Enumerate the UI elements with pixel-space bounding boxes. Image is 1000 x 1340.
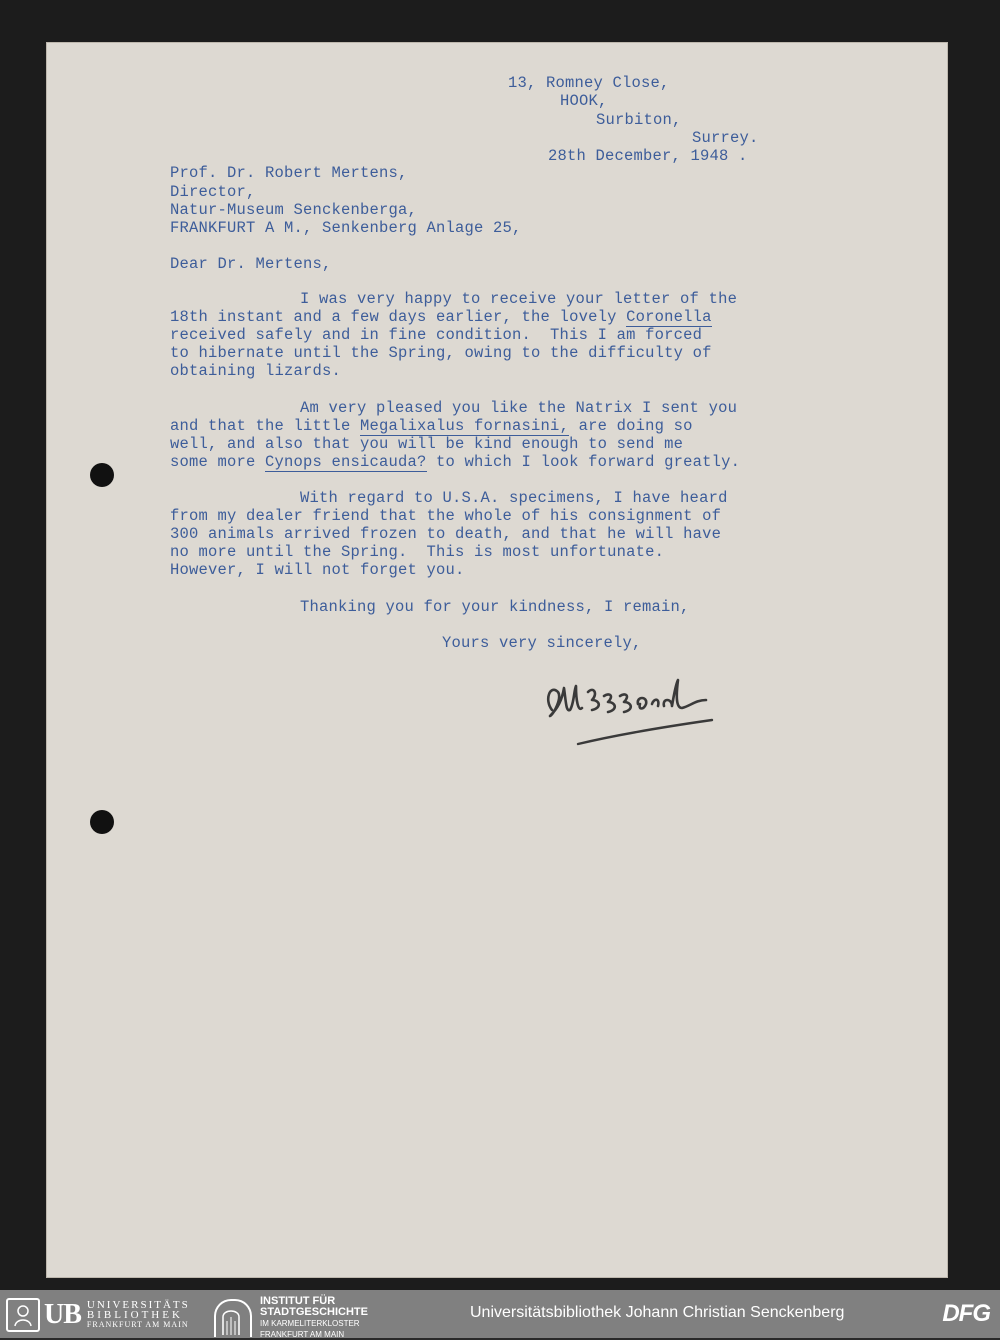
- isg-line-2: STADTGESCHICHTE: [260, 1306, 368, 1318]
- closing: Yours very sincerely,: [442, 634, 642, 652]
- sender-address-line-4: Surrey.: [692, 129, 759, 147]
- p2-line-3: well, and also that you will be kind enough to send me: [170, 435, 684, 453]
- p1-line-1: I was very happy to receive your letter of the: [300, 290, 738, 308]
- ub-letters: UB: [44, 1299, 81, 1330]
- letter-date: 28th December, 1948 .: [548, 147, 748, 165]
- sender-address-line-3: Surbiton,: [596, 111, 682, 129]
- p3-line-2: from my dealer friend that the whole of his consignment of: [170, 507, 722, 525]
- sender-address-line-1: 13, Romney Close,: [508, 74, 670, 92]
- p3-line-5: However, I will not forget you.: [170, 561, 465, 579]
- species-megalixalus: Megalixalus fornasini,: [360, 417, 570, 435]
- ub-emblem-icon: [6, 1298, 40, 1332]
- p1-line-4: to hibernate until the Spring, owing to the difficulty of: [170, 344, 712, 362]
- footer-bar: [0, 1290, 1000, 1338]
- punch-hole-lower: [90, 810, 114, 834]
- p1-line-3: received safely and in fine condition. This I am forced: [170, 326, 703, 344]
- isg-logo[interactable]: [214, 1296, 368, 1340]
- ub-line-2: BIBLIOTHEK: [86, 1309, 183, 1321]
- p4-line: Thanking you for your kindness, I remain,: [300, 598, 690, 616]
- p2-line-4: some more Cynops ensicauda? to which I look forward greatly.: [170, 453, 741, 471]
- isg-line-4: FRANKFURT AM MAIN: [260, 1330, 345, 1339]
- recipient-line-4: FRANKFURT A M., Senkenberg Anlage 25,: [170, 219, 522, 237]
- recipient-line-2: Director,: [170, 183, 256, 201]
- isg-line-1: INSTITUT FÜR: [260, 1295, 336, 1307]
- p3-line-3: 300 animals arrived frozen to death, and that he will have: [170, 525, 722, 543]
- recipient-line-3: Natur-Museum Senckenberga,: [170, 201, 418, 219]
- ub-line-3: FRANKFURT AM MAIN: [86, 1320, 189, 1329]
- dfg-logo[interactable]: DFG: [942, 1300, 990, 1327]
- species-coronella: Coronella: [626, 308, 712, 326]
- arch-icon: [214, 1299, 252, 1337]
- species-cynops: Cynops ensicauda?: [265, 453, 427, 471]
- p2-line-1: Am very pleased you like the Natrix I sent you: [300, 399, 738, 417]
- p2-line-2: and that the little Megalixalus fornasini, are doing so: [170, 417, 693, 435]
- handwritten-signature: [540, 670, 730, 754]
- salutation: Dear Dr. Mertens,: [170, 255, 332, 273]
- isg-line-3: IM KARMELITERKLOSTER: [260, 1319, 360, 1328]
- p3-line-4: no more until the Spring. This is most unfortunate.: [170, 543, 665, 561]
- p1-line-5: obtaining lizards.: [170, 362, 342, 380]
- library-title: Universitätsbibliothek Johann Christian Senckenberg: [470, 1304, 845, 1321]
- ub-line-1: UNIVERSITÄTS: [86, 1299, 190, 1311]
- ub-logo[interactable]: [6, 1298, 190, 1332]
- recipient-line-1: Prof. Dr. Robert Mertens,: [170, 164, 408, 182]
- p1-line-2: 18th instant and a few days earlier, the lovely Coronella: [170, 308, 712, 326]
- p3-line-1: With regard to U.S.A. specimens, I have heard: [300, 489, 728, 507]
- punch-hole-upper: [90, 463, 114, 487]
- sender-address-line-2: HOOK,: [560, 92, 608, 110]
